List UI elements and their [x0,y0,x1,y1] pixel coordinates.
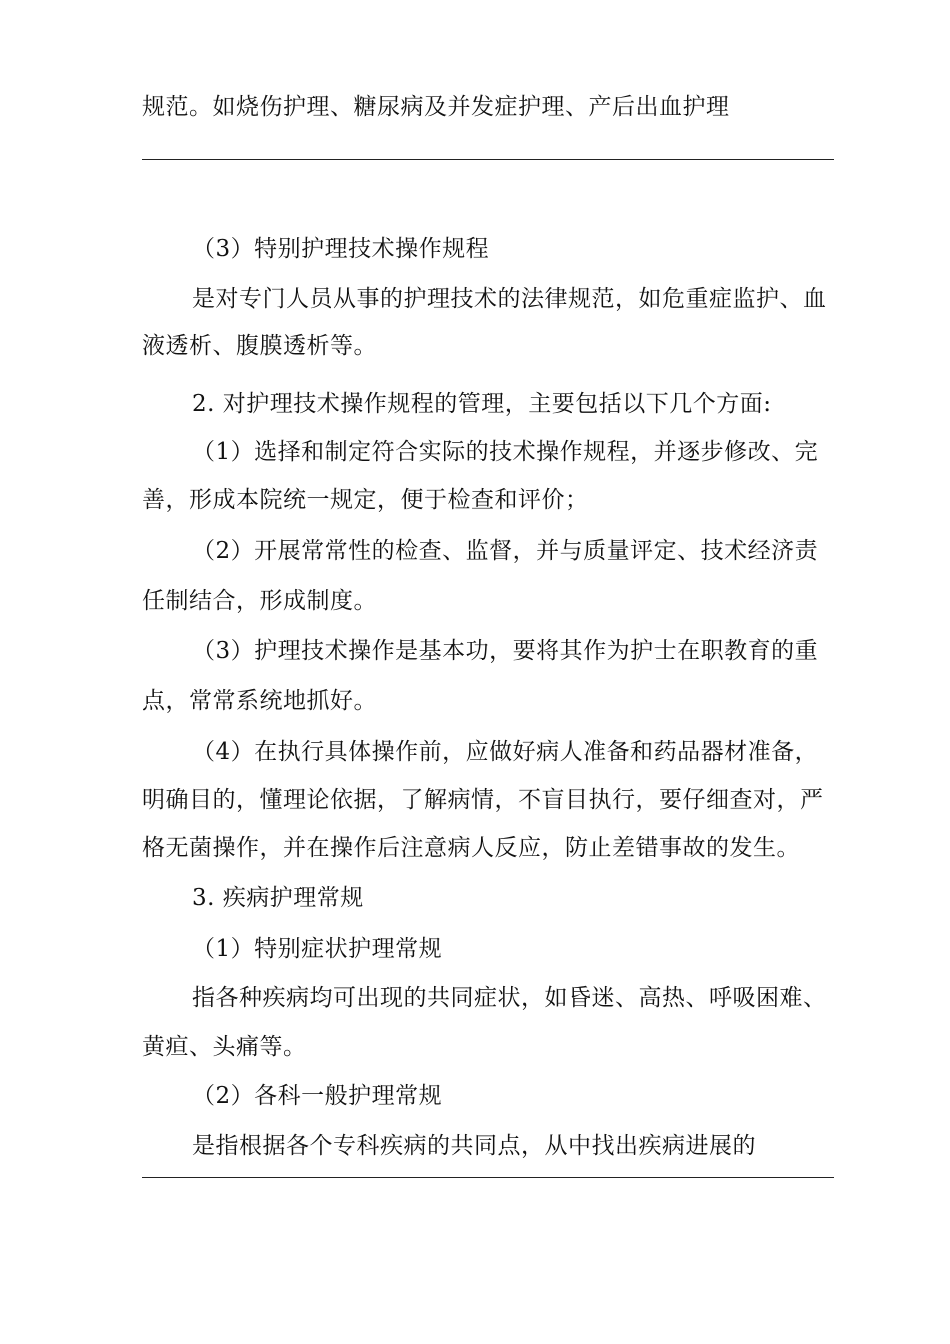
section-heading-disease-nursing-routine: 3. 疾病护理常规 [192,885,364,911]
section-heading-procedure-management: 2. 对护理技术操作规程的管理，主要包括以下几个方面: [192,391,772,417]
paragraph-line: （2）开展常常性的检查、监督，并与质量评定、技术经济责 [192,538,819,564]
header-divider [142,159,834,160]
paragraph-line: 是指根据各个专科疾病的共同点，从中找出疾病进展的 [192,1133,756,1159]
paragraph-line: 黄疸、头痛等。 [142,1034,307,1060]
subheading-general-nursing-routine: （2）各科一般护理常规 [192,1083,443,1109]
subheading-special-symptom-nursing: （1）特别症状护理常规 [192,936,443,962]
subheading-special-nursing-procedures: （3）特别护理技术操作规程 [192,236,490,262]
continuation-text: 规范。如烧伤护理、糖尿病及并发症护理、产后出血护理 [142,94,730,120]
paragraph-line: 任制结合，形成制度。 [142,588,377,614]
footer-divider [142,1177,834,1178]
paragraph-line: （3）护理技术操作是基本功，要将其作为护士在职教育的重 [192,638,819,664]
paragraph-line: 是对专门人员从事的护理技术的法律规范，如危重症监护、血 [192,286,827,312]
paragraph-line: （4）在执行具体操作前，应做好病人准备和药品器材准备， [192,739,819,765]
paragraph-line: 液透析、腹膜透析等。 [142,333,377,359]
paragraph-line: （1）选择和制定符合实际的技术操作规程，并逐步修改、完 [192,439,819,465]
paragraph-line: 格无菌操作，并在操作后注意病人反应，防止差错事故的发生。 [142,835,800,861]
paragraph-line: 指各种疾病均可出现的共同症状，如昏迷、高热、呼吸困难、 [192,985,827,1011]
paragraph-line: 点，常常系统地抓好。 [142,688,377,714]
paragraph-line: 善，形成本院统一规定，便于检查和评价； [142,487,589,513]
paragraph-line: 明确目的，懂理论依据，了解病情，不盲目执行，要仔细查对，严 [142,787,824,813]
